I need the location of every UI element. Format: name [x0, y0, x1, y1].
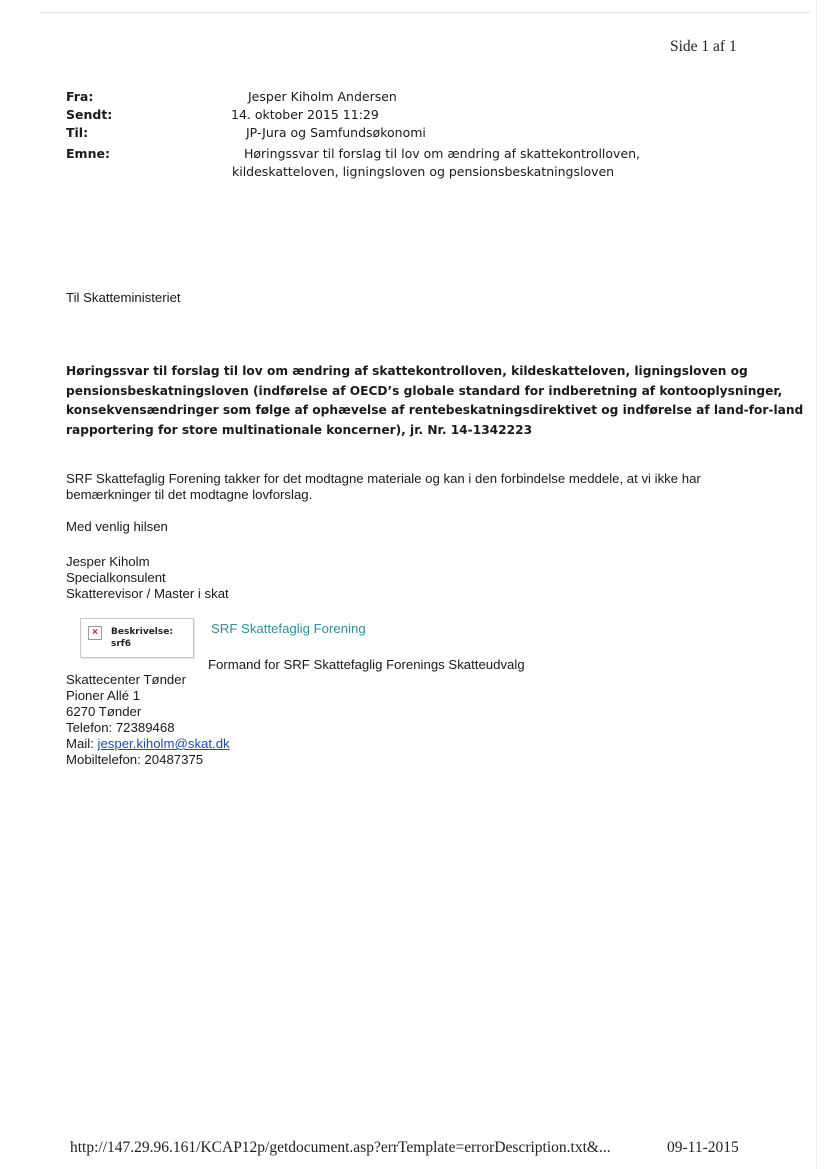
- heading-block: [66, 362, 804, 440]
- closing-line: Med venlig hilsen: [66, 519, 168, 534]
- to-value: JP-Jura og Samfundsøkonomi: [246, 125, 426, 140]
- subject-label: Emne:: [66, 146, 110, 161]
- signature-role: Skatterevisor / Master i skat: [66, 586, 229, 601]
- mobile-line: Mobiltelefon: 20487375: [66, 752, 204, 767]
- from-value: Jesper Kiholm Andersen: [248, 89, 397, 104]
- footer-url: http://147.29.96.161/KCAP12p/getdocument.asp?errTemplate=errorDescription.txt&...: [70, 1139, 611, 1156]
- mail-label: Mail:: [66, 736, 98, 751]
- signature-block: [66, 554, 229, 602]
- footer-date: 09-11-2015: [667, 1139, 739, 1156]
- sent-label: Sendt:: [66, 107, 113, 122]
- org-name: SRF Skattefaglig Forening: [211, 621, 366, 636]
- signature-name: Jesper Kiholm: [66, 554, 150, 569]
- contact-block: [66, 672, 230, 768]
- logo-alt-text: Beskrivelse: srf6: [111, 627, 173, 649]
- heading-line: konsekvensændringer som følge af ophævelse af rentebeskatningsdirektivet og indførelse af land-for-land: [66, 403, 804, 417]
- broken-logo-image: [80, 618, 194, 658]
- phone-line: Telefon: 72389468: [66, 720, 175, 735]
- recipient-line: Til Skatteministeriet: [66, 290, 181, 305]
- right-edge-divider: [816, 0, 817, 1169]
- subject-line-1: Høringssvar til forslag til lov om ændring af skattekontrolloven,: [244, 146, 641, 161]
- mail-line: [66, 736, 230, 752]
- body-paragraph: [66, 471, 756, 503]
- subject-line-2: kildeskatteloven, ligningsloven og pensionsbeskatningsloven: [232, 164, 615, 179]
- page-number-label: Side 1 af 1: [670, 38, 737, 55]
- office-name: Skattecenter Tønder: [66, 672, 186, 687]
- signature-title: Specialkonsulent: [66, 570, 166, 585]
- email-link[interactable]: jesper.kiholm@skat.dk: [97, 736, 230, 751]
- sent-value: 14. oktober 2015 11:29: [231, 107, 379, 122]
- top-divider: [40, 12, 810, 13]
- from-label: Fra:: [66, 89, 94, 104]
- heading-line: pensionsbeskatningsloven (indførelse af OECD’s globale standard for indberetning af kontooplysninger,: [66, 383, 783, 398]
- street-address: Pioner Allé 1: [66, 688, 141, 703]
- to-label: Til:: [66, 125, 89, 140]
- paragraph-line: SRF Skattefaglig Forening takker for det modtagne materiale og kan i den forbindelse meddele, at vi ikke har: [66, 471, 701, 486]
- heading-line: rapportering for store multinationale koncerner), jr. Nr. 14-1342223: [66, 422, 533, 437]
- paragraph-line: bemærkninger til det modtagne lovforslag.: [66, 487, 313, 502]
- heading-line: Høringssvar til forslag til lov om ændring af skattekontrolloven, kildeskatteloven, ligningsloven og: [66, 364, 748, 378]
- city-line: 6270 Tønder: [66, 704, 142, 719]
- formand-line: Formand for SRF Skattefaglig Forenings Skatteudvalg: [208, 657, 525, 672]
- broken-image-icon: ×: [88, 626, 102, 640]
